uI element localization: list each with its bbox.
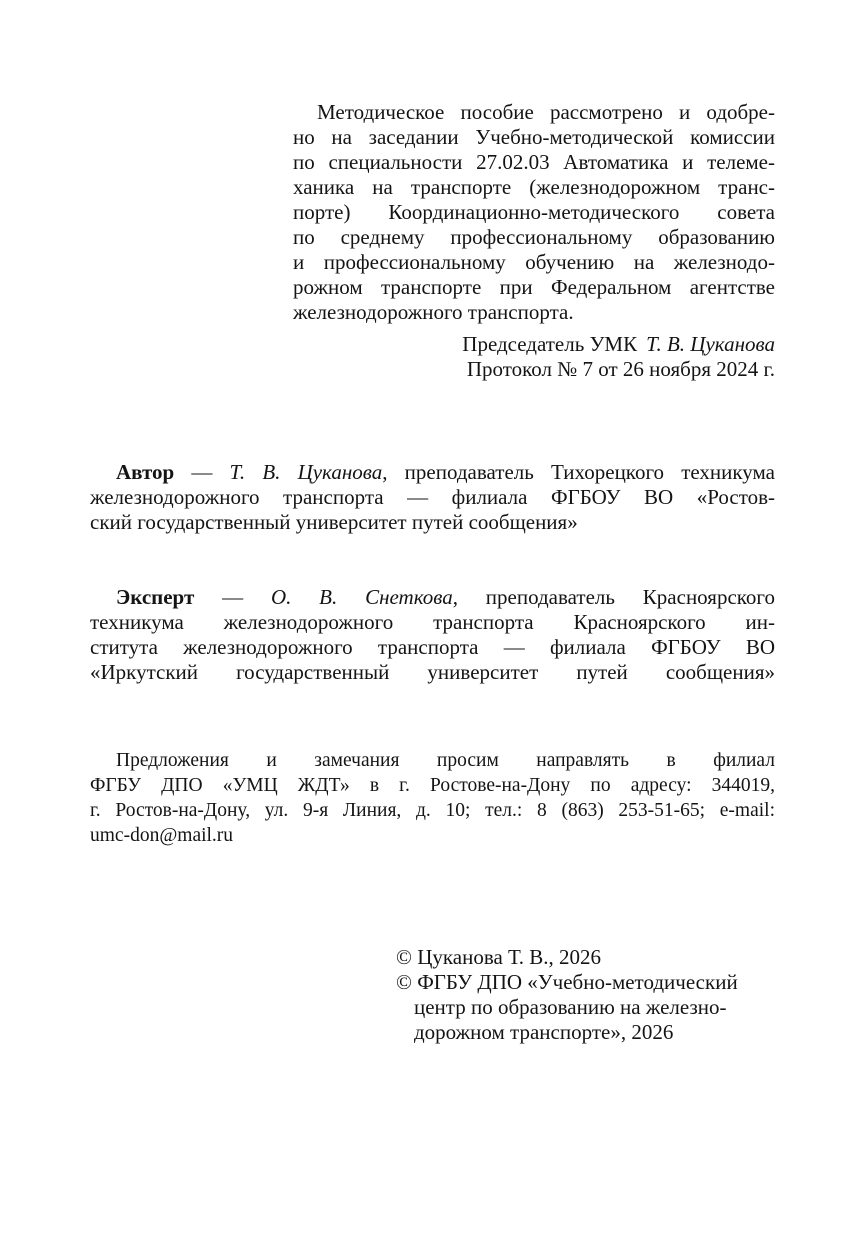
- text-line: рожном транспорте при Федеральном агентстве: [293, 275, 775, 299]
- text-line: порте) Координационно-методического совета: [293, 200, 775, 224]
- text-line: но на заседании Учебно-методической комиссии: [293, 125, 775, 149]
- author-role: , преподаватель Тихорецкого техникума: [382, 460, 775, 484]
- dash-separator: —: [194, 585, 271, 609]
- text-line: железнодорожного транспорта — филиала ФГБОУ ВО «Ростов-: [90, 485, 775, 509]
- text-line: Предложения и замечания просим направлять в филиал: [116, 750, 775, 771]
- text-line: ский государственный университет путей сообщения»: [90, 510, 578, 534]
- text-line: ститута железнодорожного транспорта — филиала ФГБОУ ВО: [90, 635, 775, 659]
- copyright-line: центр по образованию на железно-: [414, 995, 727, 1019]
- chair-line: [293, 332, 775, 357]
- text-line: техникума железнодорожного транспорта Красноярского ин-: [90, 610, 775, 634]
- text-line: [90, 585, 775, 610]
- contact-paragraph: [90, 748, 775, 848]
- text-line: [90, 460, 775, 485]
- chair-name: Т. В. Цуканова: [646, 332, 775, 356]
- text-line: г. Ростов-на-Дону, ул. 9-я Линия, д. 10; тел.: 8 (863) 253-51-65; e-mail:: [90, 800, 775, 821]
- expert-role: , преподаватель Красноярского: [452, 585, 775, 609]
- protocol-line: Протокол № 7 от 26 ноября 2024 г.: [466, 357, 775, 381]
- expert-name: О. В. Снеткова: [270, 585, 453, 609]
- signature-block: [293, 332, 775, 382]
- copyright-line: дорожном транспорте», 2026: [414, 1020, 674, 1044]
- author-paragraph: [90, 460, 775, 535]
- copyright-line: © Цуканова Т. В., 2026: [396, 945, 602, 969]
- chair-label: Председатель УМК: [462, 332, 638, 356]
- email-text: umc-don@mail.ru: [90, 825, 234, 846]
- text-line: и профессиональному обучению на железнодо-: [293, 250, 775, 274]
- copyright-line: © ФГБУ ДПО «Учебно-методический: [396, 970, 738, 994]
- dash-separator: —: [174, 460, 230, 484]
- author-label: Автор: [116, 460, 175, 484]
- text-line: ханика на транспорте (железнодорожном транс-: [293, 175, 775, 199]
- expert-paragraph: [90, 585, 775, 685]
- text-line: по специальности 27.02.03 Автоматика и телеме-: [293, 150, 775, 174]
- text-line: железнодорожного транспорта.: [293, 300, 574, 324]
- text-line: ФГБУ ДПО «УМЦ ЖДТ» в г. Ростове-на-Дону по адресу: 344019,: [90, 775, 775, 796]
- approval-paragraph: [293, 100, 775, 325]
- copyright-block: [396, 945, 775, 1045]
- text-line: по среднему профессиональному образованию: [293, 225, 775, 249]
- expert-label: Эксперт: [116, 585, 195, 609]
- text-line: «Иркутский государственный университет путей сообщения»: [90, 660, 775, 684]
- text-line: Методическое пособие рассмотрено и одобре-: [317, 100, 775, 124]
- author-name: Т. В. Цуканова: [229, 460, 383, 484]
